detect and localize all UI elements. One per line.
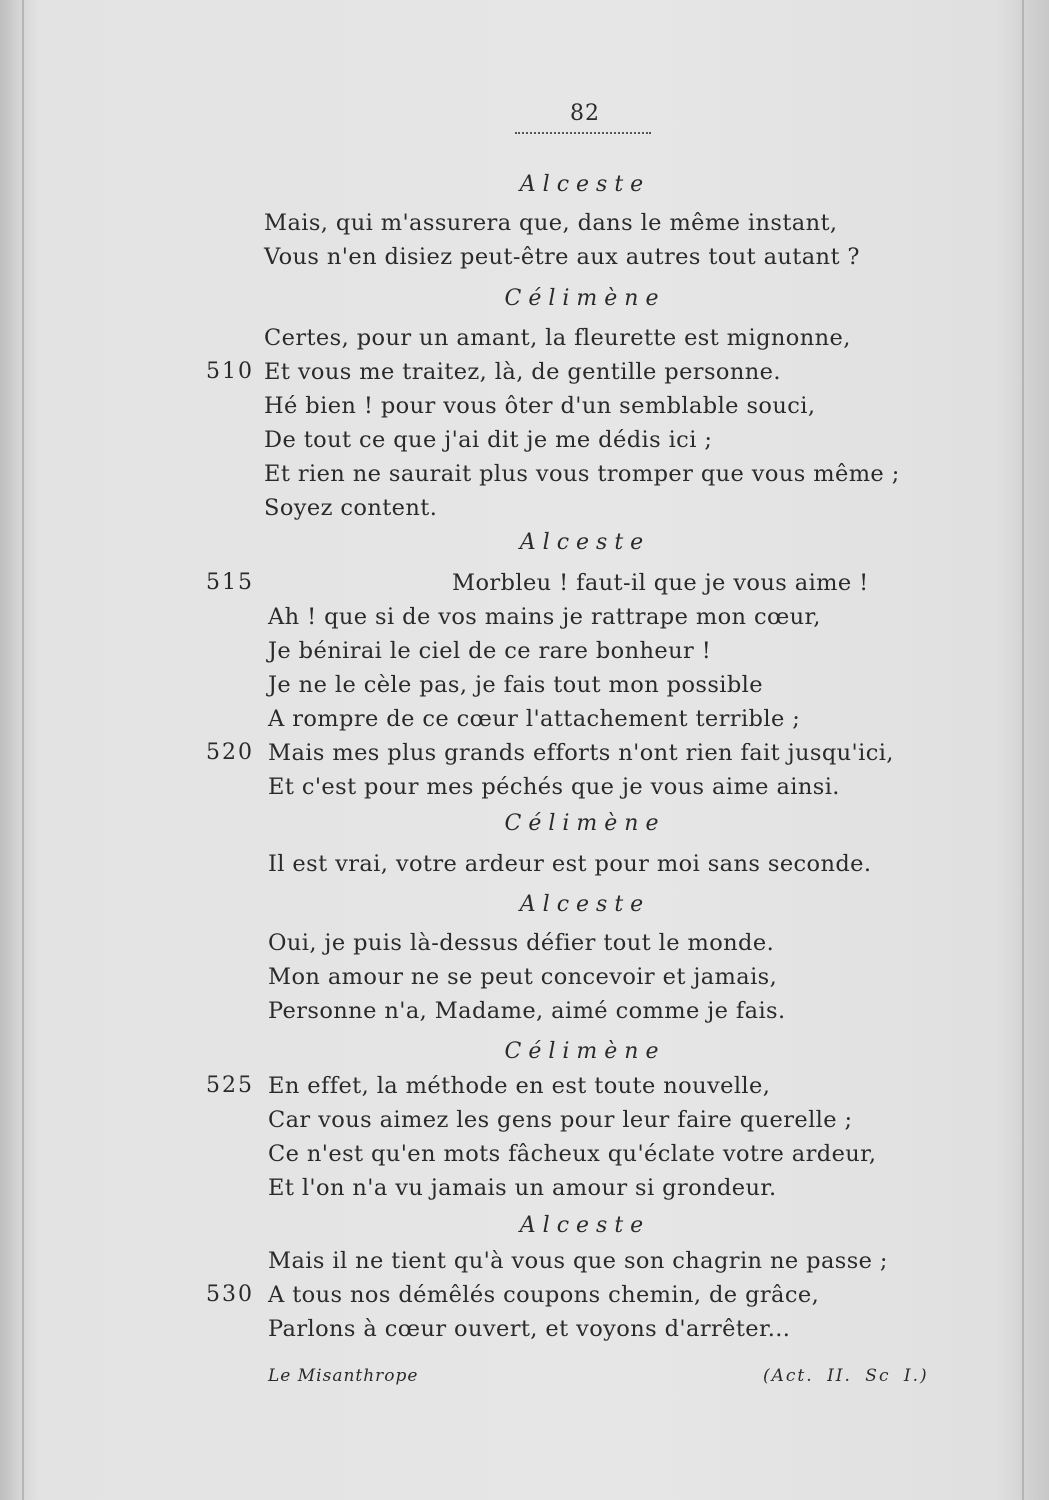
verse-line: Je ne le cèle pas, je fais tout mon possible <box>268 672 763 698</box>
verse-line: En effet, la méthode en est toute nouvelle, <box>268 1073 771 1099</box>
verse-line: A tous nos démêlés coupons chemin, de grâce, <box>268 1282 820 1308</box>
page-number: 82 <box>570 101 600 126</box>
verse-line: Ah ! que si de vos mains je rattrape mon cœur, <box>268 604 821 630</box>
footer-reference: (Act. II. Sc I.) <box>763 1366 929 1386</box>
verse-line: Car vous aimez les gens pour leur faire querelle ; <box>268 1107 853 1133</box>
verse-line: Il est vrai, votre ardeur est pour moi sans seconde. <box>268 851 872 877</box>
verse-line: Morbleu ! faut-il que je vous aime ! <box>452 570 869 596</box>
verse-line: Parlons à cœur ouvert, et voyons d'arrêter... <box>268 1316 791 1342</box>
verse-line: De tout ce que j'ai dit je me dédis ici ; <box>264 427 713 453</box>
speaker-celimene: Célimène <box>504 1039 666 1064</box>
verse-line: A rompre de ce cœur l'attachement terrible ; <box>268 706 801 732</box>
header-rule <box>515 132 651 134</box>
verse-line: Mais il ne tient qu'à vous que son chagrin ne passe ; <box>268 1248 888 1274</box>
speaker-celimene: Célimène <box>504 286 666 311</box>
line-number: 530 <box>206 1282 254 1307</box>
page-edge <box>1022 0 1024 1500</box>
verse-line: Et c'est pour mes péchés que je vous aime ainsi. <box>268 774 840 800</box>
speaker-celimene: Célimène <box>504 811 666 836</box>
verse-line: Mais mes plus grands efforts n'ont rien fait jusqu'ici, <box>268 740 894 766</box>
verse-line: Je bénirai le ciel de ce rare bonheur ! <box>268 638 712 664</box>
verse-line: Hé bien ! pour vous ôter d'un semblable souci, <box>264 393 816 419</box>
verse-line: Soyez content. <box>264 495 438 521</box>
verse-line: Vous n'en disiez peut-être aux autres tout autant ? <box>264 244 860 270</box>
line-number: 515 <box>206 570 254 595</box>
verse-line: Ce n'est qu'en mots fâcheux qu'éclate votre ardeur, <box>268 1141 877 1167</box>
verse-line: Certes, pour un amant, la fleurette est mignonne, <box>264 325 851 351</box>
footer-title: Le Misanthrope <box>268 1366 419 1386</box>
speaker-alceste: Alceste <box>519 892 651 917</box>
speaker-alceste: Alceste <box>519 172 651 197</box>
speaker-alceste: Alceste <box>519 530 651 555</box>
verse-line: Et rien ne saurait plus vous tromper que vous même ; <box>264 461 900 487</box>
verse-line: Mon amour ne se peut concevoir et jamais, <box>268 964 778 990</box>
verse-line: Oui, je puis là-dessus défier tout le monde. <box>268 930 775 956</box>
verse-line: Et vous me traitez, là, de gentille personne. <box>264 359 781 385</box>
line-number: 520 <box>206 740 254 765</box>
verse-line: Et l'on n'a vu jamais un amour si grondeur. <box>268 1175 777 1201</box>
line-number: 510 <box>206 359 254 384</box>
binding-shadow <box>22 0 24 1500</box>
verse-line: Mais, qui m'assurera que, dans le même instant, <box>264 210 838 236</box>
speaker-alceste: Alceste <box>519 1213 651 1238</box>
line-number: 525 <box>206 1073 254 1098</box>
verse-line: Personne n'a, Madame, aimé comme je fais. <box>268 998 786 1024</box>
